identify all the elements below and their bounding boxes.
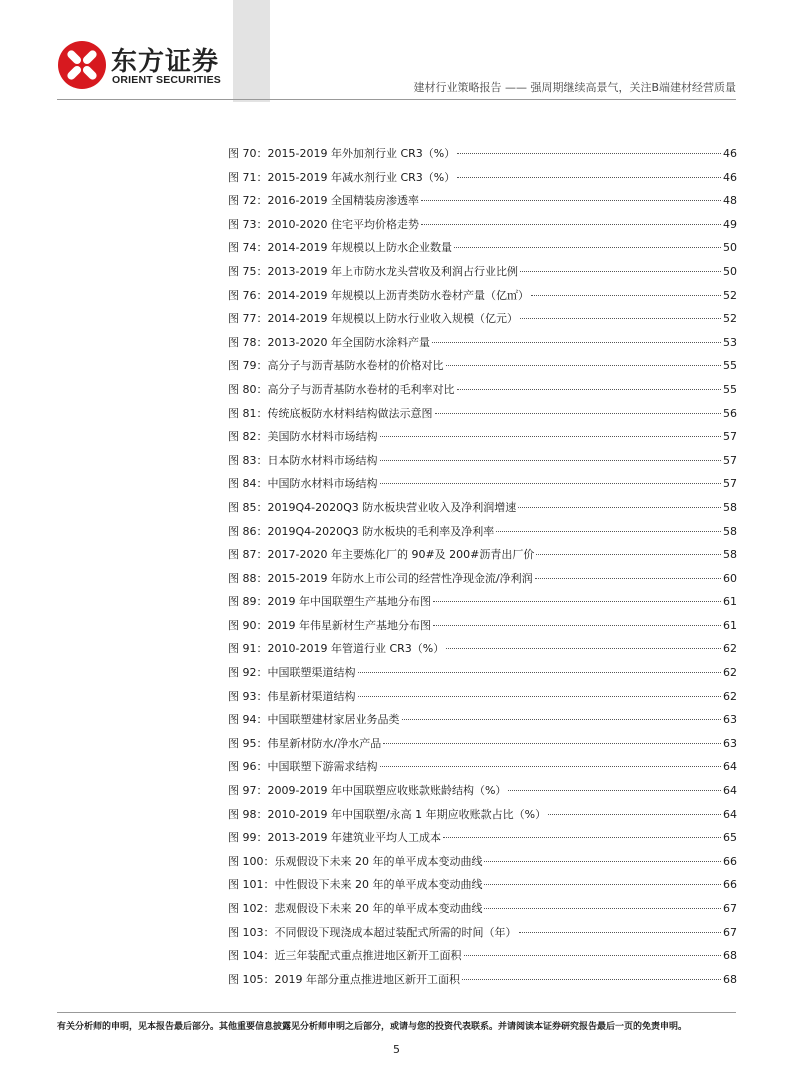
toc-entry[interactable] [228, 169, 737, 193]
toc-entry-label: 图 95：伟星新材防水/净水产品 [228, 736, 382, 750]
toc-entry-page: 55 [723, 359, 737, 373]
toc-entry-label: 图 70：2015-2019 年外加剂行业 CR3（%） [228, 147, 456, 160]
toc-entry-label: 图 73：2010-2020 住宅平均价格走势 [228, 217, 419, 231]
toc-entry[interactable] [228, 499, 737, 523]
toc-dot-leader [421, 200, 721, 201]
toc-dot-leader [520, 271, 721, 272]
toc-entry-label: 图 80：高分子与沥青基防水卷材的毛利率对比 [228, 382, 455, 396]
toc-entry-page: 63 [723, 713, 737, 727]
toc-entry-label: 图 97：2009-2019 年中国联塑应收账款账龄结构（%） [228, 784, 507, 798]
toc-dot-leader [531, 295, 721, 296]
toc-entry-page: 61 [723, 618, 737, 632]
toc-entry-page: 66 [723, 878, 737, 892]
toc-dot-leader [432, 342, 721, 343]
toc-entry[interactable] [228, 287, 737, 311]
toc-entry-label: 图 75：2013-2019 年上市防水龙头营收及利润占行业比例 [228, 264, 518, 278]
toc-entry-page: 52 [723, 288, 737, 302]
toc-entry-page: 46 [723, 170, 737, 184]
footer-disclaimer: 有关分析师的申明，见本报告最后部分。其他重要信息披露见分析师申明之后部分，或请与您的投资代表联系。并请阅读本证券研究报告最后一页的免责申明。 [57, 1022, 688, 1032]
toc-entry-page: 58 [723, 524, 737, 538]
toc-entry-page: 62 [723, 642, 737, 656]
toc-entry[interactable] [228, 924, 737, 948]
toc-entry-label: 图 90：2019 年伟星新材生产基地分布图 [228, 618, 431, 632]
toc-entry[interactable] [228, 617, 737, 641]
toc-entry-label: 图 98：2010-2019 年中国联塑/永高 1 年期应收账款占比（%） [228, 807, 547, 821]
toc-entry-label: 图 79：高分子与沥青基防水卷材的价格对比 [228, 359, 444, 373]
toc-entry[interactable] [228, 735, 737, 759]
toc-dot-leader [435, 413, 722, 414]
toc-entry-page: 57 [723, 453, 737, 467]
toc-entry[interactable] [228, 145, 737, 169]
toc-entry[interactable] [228, 428, 737, 452]
toc-entry[interactable] [228, 357, 737, 381]
header-divider [57, 99, 736, 100]
toc-entry-label: 图 103：不同假设下现浇成本超过装配式所需的时间（年） [228, 925, 517, 939]
toc-dot-leader [484, 861, 721, 862]
logo-english-name: ORIENT SECURITIES [112, 74, 221, 86]
toc-entry-label: 图 83：日本防水材料市场结构 [228, 453, 378, 467]
logo-chinese-name: 东方证券 [111, 47, 220, 77]
toc-entry-page: 55 [723, 382, 737, 396]
toc-entry[interactable] [228, 192, 737, 216]
toc-entry-page: 61 [723, 595, 737, 609]
toc-entry-label: 图 102：悲观假设下未来 20 年的单平成本变动曲线 [228, 902, 483, 915]
toc-entry-label: 图 91：2010-2019 年管道行业 CR3（%） [228, 642, 445, 656]
toc-entry[interactable] [228, 900, 737, 924]
toc-entry-page: 63 [723, 736, 737, 750]
toc-entry[interactable] [228, 640, 737, 664]
toc-entry-page: 50 [723, 241, 737, 255]
toc-entry-page: 50 [723, 264, 737, 278]
toc-entry-page: 58 [723, 500, 737, 514]
toc-entry-page: 64 [723, 784, 737, 798]
toc-entry-page: 52 [723, 312, 737, 326]
toc-entry-page: 53 [723, 335, 737, 349]
toc-entry[interactable] [228, 310, 737, 334]
toc-dot-leader [457, 177, 721, 178]
toc-entry-page: 62 [723, 689, 737, 703]
toc-entry[interactable] [228, 829, 737, 853]
toc-dot-leader [383, 743, 721, 744]
toc-entry-label: 图 87：2017-2020 年主要炼化厂的 90#及 200#沥青出厂价 [228, 548, 535, 562]
toc-dot-leader [548, 814, 721, 815]
toc-entry-label: 图 100：乐观假设下未来 20 年的单平成本变动曲线 [228, 854, 483, 868]
toc-entry-label: 图 76：2014-2019 年规模以上沥青类防水卷材产量（亿㎡） [228, 288, 529, 302]
toc-dot-leader [457, 153, 721, 154]
toc-entry-page: 64 [723, 760, 737, 774]
toc-dot-leader [443, 837, 721, 838]
toc-entry-page: 66 [723, 854, 737, 868]
toc-dot-leader [518, 507, 721, 508]
toc-dot-leader [484, 908, 721, 909]
toc-dot-leader [380, 483, 722, 484]
toc-entry[interactable] [228, 381, 737, 405]
toc-entry[interactable] [228, 711, 737, 735]
toc-entry-label: 图 88：2015-2019 年防水上市公司的经营性净现金流/净利润 [228, 571, 533, 585]
toc-entry-label: 图 92：中国联塑渠道结构 [228, 666, 356, 680]
toc-entry[interactable] [228, 758, 737, 782]
toc-entry[interactable] [228, 475, 737, 499]
toc-entry-label: 图 81：传统底板防水材料结构做法示意图 [228, 406, 433, 420]
toc-entry-label: 图 78：2013-2020 年全国防水涂料产量 [228, 335, 430, 349]
header-gray-tab [233, 0, 270, 102]
toc-entry-page: 57 [723, 477, 737, 491]
toc-dot-leader [454, 247, 721, 248]
toc-entry-page: 65 [723, 831, 737, 845]
toc-entry-page: 57 [723, 430, 737, 444]
toc-entry-page: 67 [723, 902, 737, 915]
footer-divider [57, 1012, 736, 1013]
toc-entry-label: 图 82：美国防水材料市场结构 [228, 430, 378, 444]
toc-entry[interactable] [228, 664, 737, 688]
toc-entry[interactable] [228, 782, 737, 806]
toc-entry-page: 62 [723, 666, 737, 680]
toc-entry[interactable] [228, 216, 737, 240]
toc-dot-leader [358, 696, 722, 697]
toc-entry-page: 58 [723, 548, 737, 562]
toc-entry[interactable] [228, 806, 737, 830]
toc-entry[interactable] [228, 263, 737, 287]
toc-entry[interactable] [228, 570, 737, 594]
toc-dot-leader [446, 648, 721, 649]
toc-entry[interactable] [228, 523, 737, 547]
toc-dot-leader [535, 578, 721, 579]
orient-securities-logo-icon [57, 40, 107, 90]
toc-entry-label: 图 85：2019Q4-2020Q3 防水板块营业收入及净利润增速 [228, 500, 517, 514]
toc-entry[interactable] [228, 239, 737, 263]
toc-dot-leader [484, 884, 721, 885]
toc-dot-leader [421, 224, 721, 225]
toc-entry-label: 图 105：2019 年部分重点推进地区新开工面积 [228, 972, 460, 986]
toc-dot-leader [462, 979, 721, 980]
toc-entry-label: 图 72：2016-2019 全国精装房渗透率 [228, 194, 419, 208]
toc-entry[interactable] [228, 971, 737, 995]
toc-entry-label: 图 96：中国联塑下游需求结构 [228, 760, 378, 774]
report-title: 建材行业策略报告 —— 强周期继续高景气，关注B端建材经营质量 [413, 81, 736, 94]
toc-entry-label: 图 94：中国联塑建材家居业务品类 [228, 713, 400, 727]
toc-entry-label: 图 77：2014-2019 年规模以上防水行业收入规模（亿元） [228, 312, 518, 326]
toc-entry-page: 56 [723, 406, 737, 420]
page-number: 5 [393, 1043, 400, 1056]
toc-dot-leader [433, 601, 721, 602]
toc-dot-leader [446, 365, 722, 366]
toc-entry-page: 64 [723, 807, 737, 821]
toc-dot-leader [508, 790, 721, 791]
toc-entry-label: 图 71：2015-2019 年减水剂行业 CR3（%） [228, 170, 456, 184]
toc-entry-label: 图 89：2019 年中国联塑生产基地分布图 [228, 595, 431, 609]
toc-dot-leader [536, 554, 721, 555]
toc-entry[interactable] [228, 546, 737, 570]
toc-dot-leader [380, 460, 722, 461]
toc-dot-leader [496, 531, 721, 532]
toc-dot-leader [519, 932, 722, 933]
toc-entry[interactable] [228, 405, 737, 429]
toc-entry[interactable] [228, 947, 737, 971]
toc-dot-leader [358, 672, 722, 673]
toc-entry-page: 49 [723, 217, 737, 231]
toc-entry-label: 图 104：近三年装配式重点推进地区新开工面积 [228, 949, 462, 963]
toc-entry-page: 48 [723, 194, 737, 208]
toc-entry-page: 68 [723, 972, 737, 986]
toc-entry-label: 图 74：2014-2019 年规模以上防水企业数量 [228, 241, 452, 255]
toc-dot-leader [520, 318, 721, 319]
toc-dot-leader [402, 719, 722, 720]
toc-dot-leader [380, 436, 722, 437]
toc-entry-page: 60 [723, 571, 737, 585]
toc-entry[interactable] [228, 334, 737, 358]
toc-entry-label: 图 93：伟星新材渠道结构 [228, 689, 356, 703]
toc-entry[interactable] [228, 876, 737, 900]
toc-entry-label: 图 99：2013-2019 年建筑业平均人工成本 [228, 831, 441, 845]
toc-dot-leader [464, 955, 722, 956]
toc-entry[interactable] [228, 593, 737, 617]
toc-dot-leader [380, 766, 722, 767]
toc-dot-leader [457, 389, 722, 390]
toc-entry-page: 46 [723, 147, 737, 160]
company-logo [57, 40, 227, 90]
figure-table-of-contents [228, 145, 737, 994]
toc-entry[interactable] [228, 452, 737, 476]
toc-dot-leader [433, 625, 721, 626]
toc-entry[interactable] [228, 853, 737, 877]
toc-entry-page: 68 [723, 949, 737, 963]
toc-entry-label: 图 86：2019Q4-2020Q3 防水板块的毛利率及净利率 [228, 524, 495, 538]
toc-entry-page: 67 [723, 925, 737, 939]
toc-entry-label: 图 101：中性假设下未来 20 年的单平成本变动曲线 [228, 878, 483, 892]
toc-entry-label: 图 84：中国防水材料市场结构 [228, 477, 378, 491]
toc-entry[interactable] [228, 688, 737, 712]
